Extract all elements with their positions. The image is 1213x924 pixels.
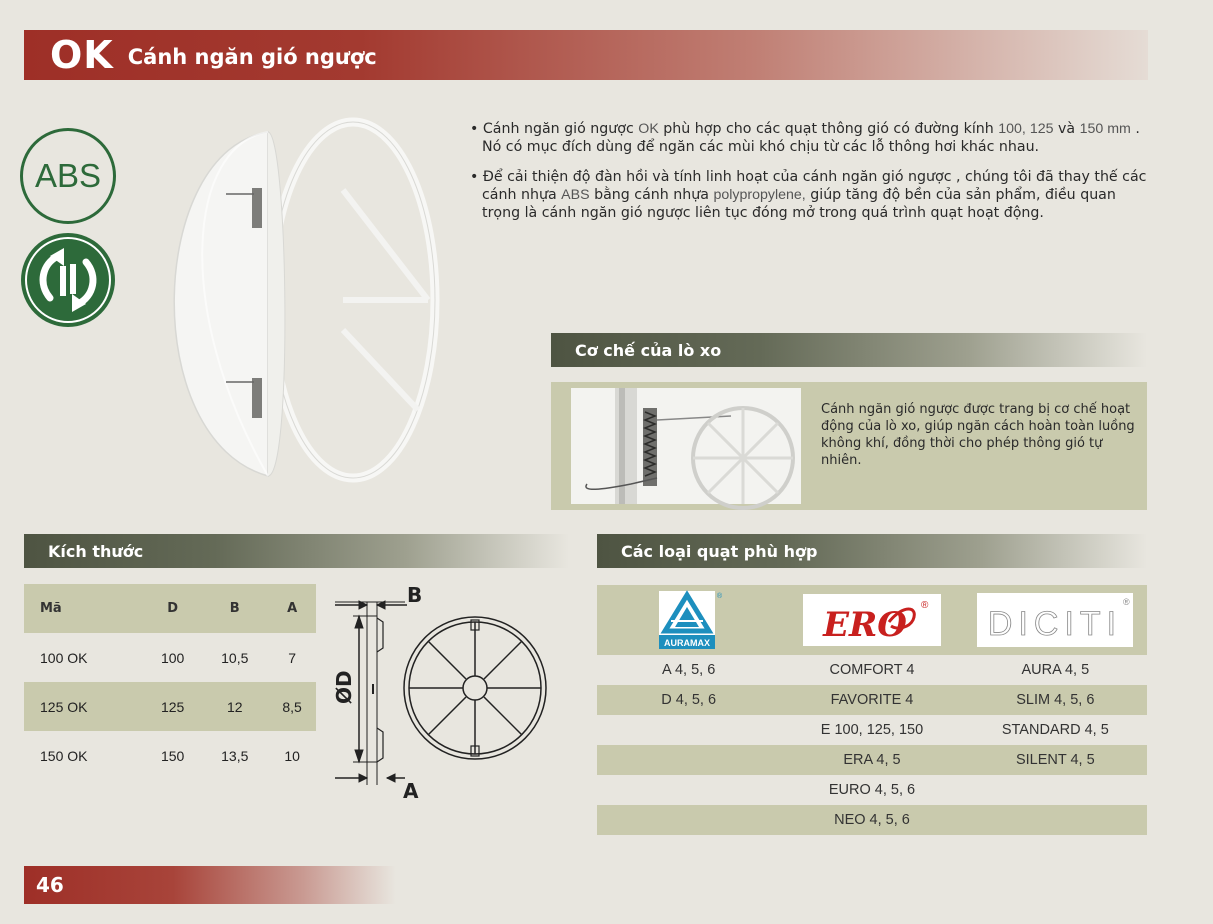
- ero-logo: [780, 585, 963, 655]
- description: [470, 120, 1150, 234]
- product-image: [128, 110, 463, 490]
- table-cell: 10: [284, 747, 300, 764]
- dimensions-section-header: [24, 534, 569, 568]
- page-number: 46: [36, 873, 64, 897]
- spring-section-header: [551, 333, 1147, 367]
- table-cell: STANDARD 4, 5: [1001, 722, 1109, 738]
- table-cell: 12: [226, 698, 243, 715]
- table-row: [597, 745, 1147, 775]
- table-cell: D 4, 5, 6: [661, 692, 717, 708]
- table-header-row: [24, 584, 316, 633]
- page-number-bar: [24, 866, 396, 904]
- abs-badge: [20, 128, 116, 224]
- table-cell: FAVORITE 4: [830, 692, 914, 708]
- fans-table: [597, 585, 1147, 835]
- table-cell: 125: [160, 698, 185, 715]
- table-header: Mã: [40, 601, 62, 616]
- dimension-label-d: ØD: [332, 670, 356, 704]
- table-row: [597, 775, 1147, 805]
- dimensions-table: [24, 584, 316, 780]
- table-row: [597, 655, 1147, 685]
- svg-text:DICITI: DICITI: [988, 605, 1123, 643]
- diciti-logo: [964, 585, 1147, 655]
- svg-text:®: ®: [1123, 597, 1130, 607]
- table-cell: COMFORT 4: [829, 662, 915, 678]
- description-paragraph-1: • Cánh ngăn gió ngược OK phù hợp cho các quạt thông gió có đường kính 100, 125 và 150 mm . Nó có mục đích dùng để ngăn các mùi khó chịu từ các lỗ thông hơi khác nhau.: [470, 121, 1140, 155]
- svg-text:ERO: ERO: [823, 605, 907, 645]
- page-title: Cánh ngăn gió ngược: [127, 45, 377, 69]
- table-row: [24, 682, 316, 731]
- spring-section-title: Cơ chế của lò xo: [575, 340, 722, 360]
- spring-description: Cánh ngăn gió ngược được trang bị cơ chế hoạt động của lò xo, giúp ngăn cách hoàn toàn luồng không khí, đồng thời cho phép thông gió tự nhiên.: [821, 402, 1135, 468]
- table-cell: AURA 4, 5: [1021, 662, 1090, 678]
- dimensions-section-title: Kích thước: [48, 541, 144, 561]
- table-header: B: [229, 601, 240, 616]
- table-cell: 150: [160, 747, 185, 764]
- dimension-label-a: A: [403, 779, 419, 803]
- spring-section: [551, 382, 1147, 510]
- table-row: [597, 685, 1147, 715]
- technical-drawing: [325, 580, 565, 803]
- table-cell: SLIM 4, 5, 6: [1016, 692, 1095, 708]
- description-paragraph-2: • Để cải thiện độ đàn hồi và tính linh hoạt của cánh ngăn gió ngược , chúng tôi đã thay thế các cánh nhựa ABS bằng cánh nhựa polypropylene, giúp tăng độ bền của sản phẩm, điều quan trọng là cánh ngăn gió ngược liên tục đóng mở trong quá trình quạt hoạt động.: [470, 169, 1147, 221]
- table-cell: NEO 4, 5, 6: [834, 812, 910, 828]
- fans-section-header: [597, 534, 1147, 568]
- table-cell: 8,5: [282, 698, 302, 715]
- table-cell: 13,5: [221, 747, 249, 764]
- svg-text:AURAMAX: AURAMAX: [663, 638, 710, 648]
- product-code: OK: [50, 33, 114, 77]
- spring-photo: [571, 388, 801, 504]
- table-row: [597, 715, 1147, 745]
- table-cell: ERA 4, 5: [843, 752, 901, 768]
- table-cell: 7: [288, 649, 296, 666]
- table-cell: SILENT 4, 5: [1015, 752, 1095, 768]
- table-row: [24, 633, 316, 682]
- table-cell: 150 OK: [40, 747, 88, 764]
- fans-section-title: Các loại quạt phù hợp: [621, 541, 818, 561]
- table-cell: 125 OK: [40, 698, 88, 715]
- brand-logos-row: [597, 585, 1147, 655]
- dimension-label-b: B: [407, 583, 423, 607]
- svg-text:®: ®: [716, 593, 722, 600]
- abs-badge-label: ABS: [34, 157, 102, 194]
- table-cell: 100: [160, 649, 185, 666]
- table-row: [24, 731, 316, 780]
- title-bar: [24, 30, 1148, 80]
- table-row: [597, 805, 1147, 835]
- table-cell: EURO 4, 5, 6: [828, 782, 916, 798]
- recycle-icon: [20, 232, 116, 328]
- table-cell: E 100, 125, 150: [820, 722, 924, 738]
- svg-text:®: ®: [920, 600, 929, 611]
- table-header: A: [287, 601, 298, 616]
- table-cell: 10,5: [221, 649, 249, 666]
- table-cell: 100 OK: [40, 649, 88, 666]
- table-cell: A 4, 5, 6: [662, 662, 716, 678]
- auramax-logo: [597, 585, 780, 655]
- table-header: D: [167, 601, 179, 616]
